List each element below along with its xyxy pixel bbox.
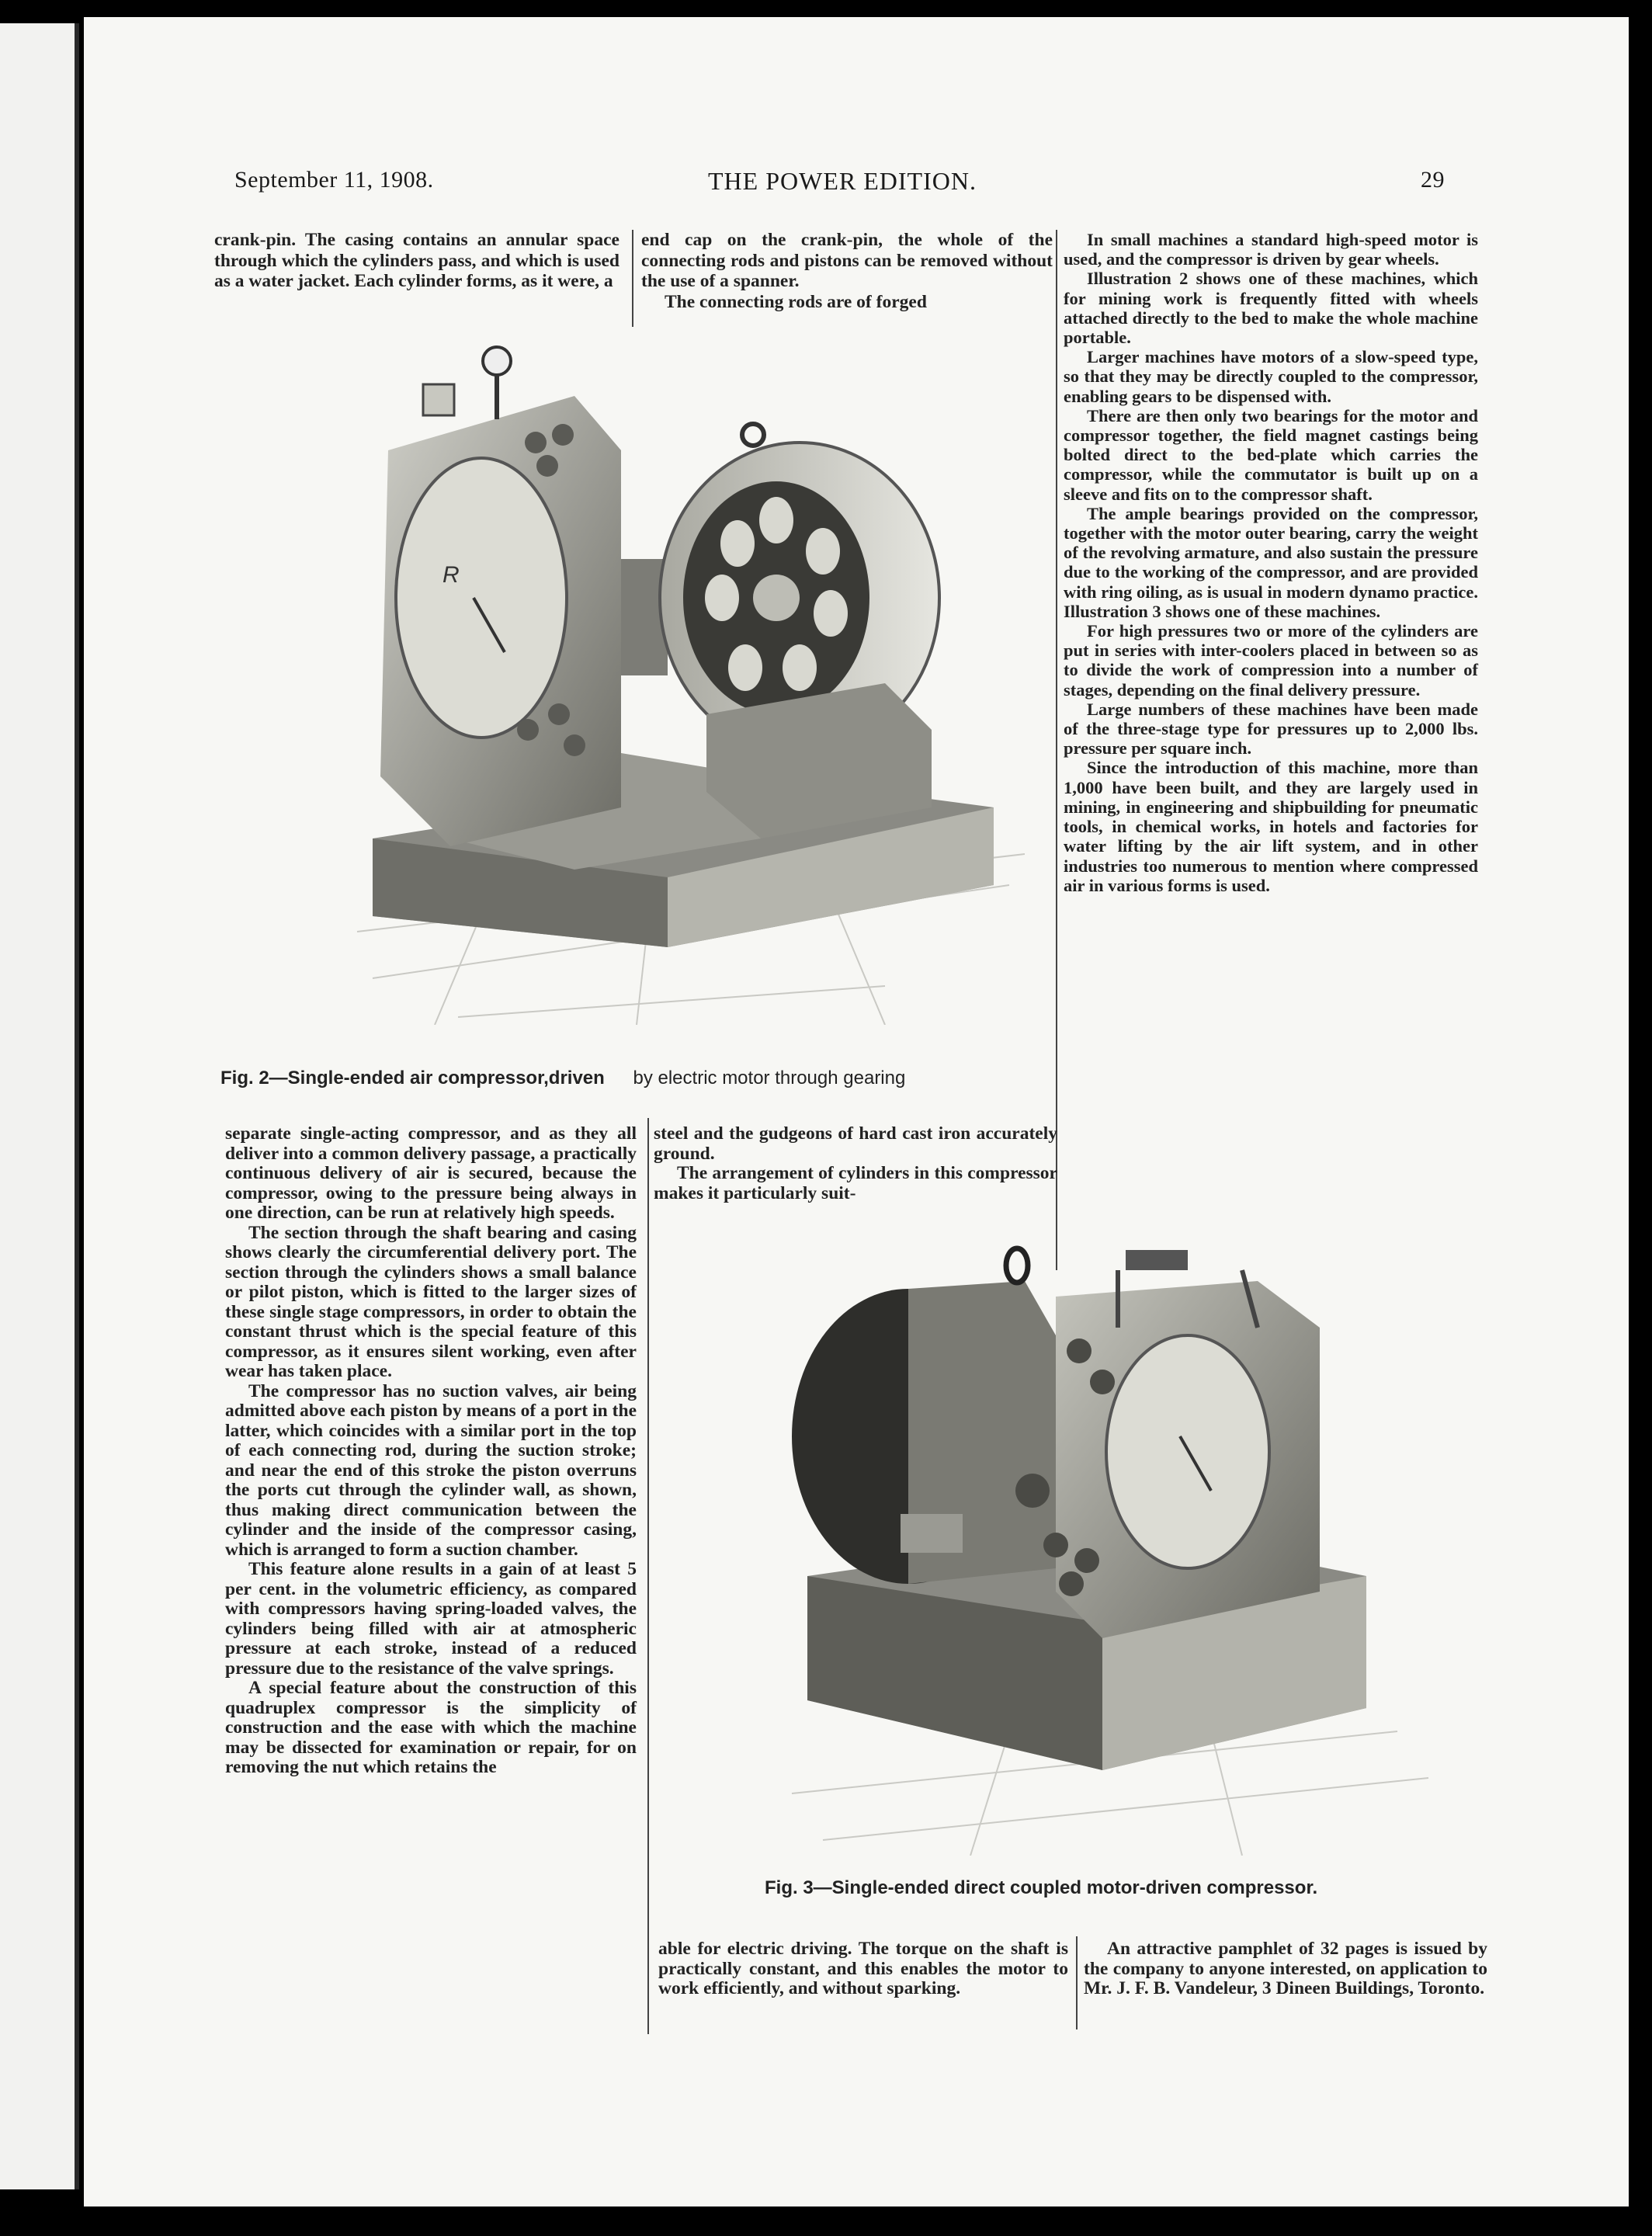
publication-title: THE POWER EDITION.: [708, 167, 977, 195]
bottom-right-column-2: [1084, 1939, 1487, 1999]
top-left-column: [214, 230, 620, 292]
page-date: September 11, 1908.: [234, 167, 434, 193]
paragraph: The ample bearings provided on the compressor, together with the motor outer bearing, carry the weight of the revolving armature, and also sustain the pressure due to the working of the compressor, and are provided with ring oiling, as is usual in modern dynamo practice. Illustration 3 shows one of these machines.: [1064, 503, 1478, 621]
paragraph: end cap on the crank-pin, the whole of the connecting rods and pistons can be removed without the use of a spanner.: [641, 230, 1053, 291]
paragraph: A special feature about the construction of this quadruplex compressor is the simplicity of construction and the ease with which the machine may be dissected for examination or repair, for on removing the nut which retains the: [225, 1678, 637, 1777]
paragraph: Illustration 2 shows one of these machines, which for mining work is frequently fitted with wheels attached directly to the bed to make the whole machine portable.: [1064, 269, 1478, 348]
paragraph: separate single-acting compressor, and as they all deliver into a common delivery passage, a practically continuous delivery of air is secured, because the compressor, owing to the pressure being always in one direction, can be run at relatively high speeds.: [225, 1123, 637, 1223]
bottom-middle-column-2: [658, 1939, 1068, 1999]
bottom-left-column: [225, 1124, 637, 1778]
paragraph: steel and the gudgeons of hard cast iron accurately ground.: [654, 1123, 1057, 1164]
paragraph: The compressor has no suction valves, air being admitted above each piston by means of a port in the latter, which coincides with a similar port in the top of each connecting rod, during the suction stroke; and near the end of this stroke the piston overruns the ports cut through the cylinder wall, as shown, thus making direct communication between the cylinder and the inside of the compressor casing, which is arranged to form a suction chamber.: [225, 1380, 637, 1560]
bottom-middle-column: [654, 1124, 1057, 1203]
fig3-photo-compressor: [776, 1234, 1444, 1856]
paragraph: The section through the shaft bearing and casing shows clearly the circumferential delivery port. The section through the cylinders shows a small balance or pilot piston, which is fitted to the larger sizes of these single stage compressors, in order to obtain the constant thrust which is the special feature of this compressor, as it ensures silent working, even after wear has taken place.: [225, 1222, 637, 1381]
paragraph: For high pressures two or more of the cylinders are put in series with inter-coolers placed in between so as to divide the work of compression into a number of stages, depending on the final delivery pressure.: [1064, 621, 1478, 700]
right-column: [1064, 230, 1478, 895]
page-number: 29: [1421, 167, 1445, 193]
paragraph: An attractive pamphlet of 32 pages is issued by the company to anyone interested, on application to Mr. J. F. B. Vandeleur, 3 Dineen Buildings, Toronto.: [1084, 1939, 1487, 1998]
fig3-caption: [765, 1877, 1317, 1899]
paragraph: There are then only two bearings for the motor and compressor together, the field magnet castings being bolted direct to the bed-plate which carries the compressor, while the commutator is built up on a sleeve and fits on to the compressor shaft.: [1064, 405, 1478, 504]
top-middle-column: [641, 230, 1053, 312]
paragraph: In small machines a standard high-speed motor is used, and the compressor is driven by gear wheels.: [1064, 230, 1478, 269]
paragraph: able for electric driving. The torque on the shaft is practically constant, and this enables the motor to work efficiently, and without sparking.: [658, 1939, 1068, 1998]
paragraph: Large numbers of these machines have been made of the three-stage type for pressures up to 2,000 lbs. pressure per square inch.: [1064, 699, 1478, 759]
paragraph: The arrangement of cylinders in this compressor makes it particularly suit-: [654, 1163, 1057, 1203]
svg-text:R: R: [442, 562, 460, 588]
column-rule: [632, 230, 633, 327]
column-rule: [647, 1118, 649, 2034]
paragraph: crank-pin. The casing contains an annular space through which the cylinders pass, and which is used as a water jacket. Each cylinder forms, as it were, a: [214, 230, 620, 291]
column-rule: [1056, 230, 1057, 1270]
column-rule: [1076, 1936, 1078, 2029]
scan-border: [1629, 0, 1652, 2236]
fig2-caption-rest: by electric motor through gearing: [633, 1068, 906, 1088]
paragraph: Since the introduction of this machine, more than 1,000 have been built, and they are largely used in mining, in engineering and shipbuilding for pneumatic tools, in chemical works, in hotels and factories for water lifting by the air lift system, and in other industries too numerous to mention where compressed air in various forms is used.: [1064, 758, 1478, 895]
paragraph: Larger machines have motors of a slow-speed type, so that they may be directly coupled to the compressor, enabling gears to be dispensed with.: [1064, 347, 1478, 406]
fig2-photo-compressor: [342, 342, 1025, 1025]
paragraph: The connecting rods are of forged: [665, 291, 927, 312]
fig3-caption-label: Fig. 3—Single-ended direct coupled motor-driven compressor.: [765, 1877, 1318, 1898]
fig2-caption: [220, 1068, 905, 1089]
paragraph: This feature alone results in a gain of at least 5 per cent. in the volumetric efficiency, as compared with compressors having spring-loaded valves, the cylinders being filled with air at atmospheric pressure at each stroke, instead of a reduced pressure due to the resistance of the valve springs.: [225, 1559, 637, 1679]
previous-page-edge: [0, 23, 79, 2189]
fig2-caption-label: Fig. 2—Single-ended air compressor,driven: [220, 1068, 605, 1088]
